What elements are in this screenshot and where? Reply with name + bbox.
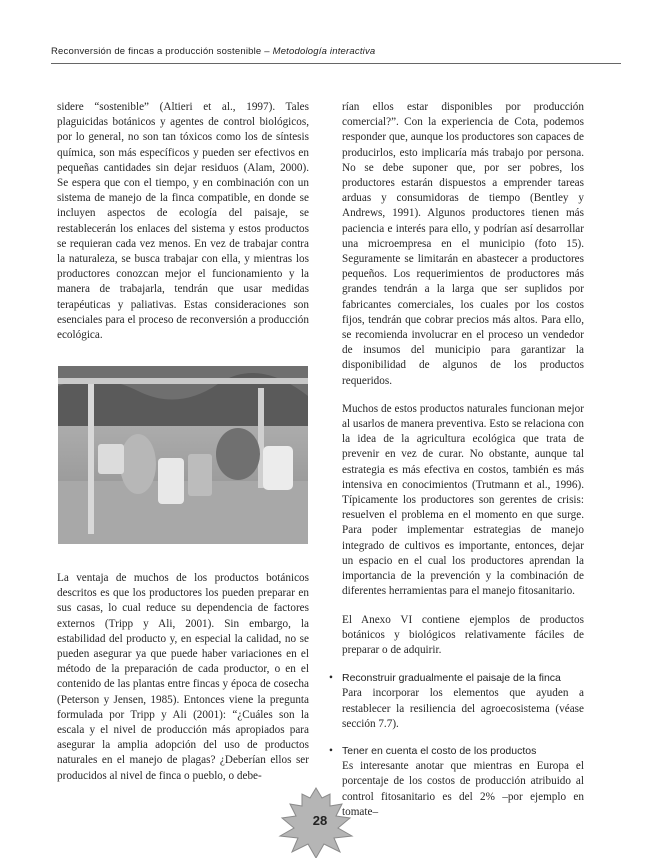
paragraph: La ventaja de muchos de los productos botánicos descritos es que los productores los pueden preparar en sus casas, lo cual reduce su dependencia de factores externos (Tripp y Ali, 2001). Sin embargo, la estabilidad del producto y, en especial la calidad, no se pueden asegurar ya que puede haber variaciones en el método de la preparación de cada productor, o en el contenido de las plantas entre fincas y época de cosecha (Peterson y Jensen, 1985). Entonces viene la pregunta formulada por Tripp y Ali (2001): “¿Cuáles son la escala y el nivel de producción más apropiados para asegurar la amplia adopción del uso de productos naturales en el manejo de plagas? ¿Deberían ellos ser producidos al nivel de finca o pueblo, o debe- xyxy=(57,572,309,782)
bullet-marker: • xyxy=(329,672,333,685)
left-column-bottom xyxy=(57,571,309,797)
bullet-item xyxy=(329,744,584,820)
header-title: Reconversión de fincas a producción sostenible – xyxy=(51,46,270,57)
header-rule xyxy=(51,63,621,64)
bullet-title: Reconstruir gradualmente el paisaje de la finca xyxy=(342,672,561,685)
bullet-item xyxy=(329,671,584,732)
left-column-top xyxy=(57,100,309,356)
paragraph: rían ellos estar disponibles por producción comercial?”. Con la experiencia de Cota, podemos responder que, aunque los productores son capaces de producirlos, esto implicaría más trabajo por persona. No se debe suponer que, por ser pobres, los productores estarán dispuestos a emprender tareas arduas y consumidoras de tiempo (Bentley y Andrews, 1991). Algunos productores tienen más paciencia e interés para ello, y podrían así desarrollar una microempresa en el municipio (foto 15). Seguramente se limitarán en abastecer a productores pequeños. Los requerimientos de productores más grandes tendrán a la larga que ser suplidos por fabricantes comerciales, los cuales por los costos fijos, tendrán que cobrar precios más altos. Para ello, se recomienda involucrar en el proceso un vendedor de insumos del municipio para garantizar la disponibilidad de algunos de los productos requeridos. xyxy=(342,101,584,387)
page-number: 28 xyxy=(312,813,328,828)
paragraph: El Anexo VI contiene ejemplos de productos botánicos y biológicos relativamente fáciles de preparar o de adquirir. xyxy=(342,613,584,656)
right-column xyxy=(329,100,584,832)
running-header xyxy=(51,46,611,57)
header-subtitle: Metodología interactiva xyxy=(272,46,376,57)
photo xyxy=(58,366,308,544)
bullet-text: Para incorporar los elementos que ayuden a restablecer la resiliencia del agroecosistema (véase sección 7.7). xyxy=(342,687,584,730)
bullet-title: Tener en cuenta el costo de los productos xyxy=(342,744,537,757)
paragraph: sidere “sostenible” (Altieri et al., 1997). Tales plaguicidas botánicos y agentes de control biológicos, por lo general, no son tan tóxicos como los de síntesis química, son más específicos y pueden ser efectivos en pequeñas cantidades sin dejar residuos (Alam, 2000). Se espera que con el tiempo, y en combinación con un sistema de manejo de la finca compatible, en donde se incluyen aspectos de ecología del paisaje, se restablecerán los enlaces del sistema y estos productos se requieran cada vez menos. En vez de trabajar contra la naturaleza, se busca trabajar con ella, y mientras los productores conozcan mejor el funcionamiento y la manera de trabajarla, tendrán que usar medidas terapéuticas y paliativas. Estas consideraciones son esenciales para el proceso de reconversión a producción ecológica. xyxy=(57,101,309,342)
bullet-text: Es interesante anotar que mientras en Europa el porcentaje de los costos de producción atribuido al control fitosanitario es del 2% –por ejemplo en tomate– xyxy=(342,760,584,818)
bullet-marker: • xyxy=(329,744,333,757)
paragraph: Muchos de estos productos naturales funcionan mejor al usarlos de manera preventiva. Esto se relaciona con la idea de la agricultura ecológica que trata de prevenir en vez de curar. No obstante, aunque tal estrategia es más efectiva en costos, también es más intensiva en conocimientos (Trutmann et al., 1996). Típicamente los productores son gerentes de crisis: resuelven el problema en el momento en que surge. Para poder implementar estrategias de manejo integrado de cultivos es importante, entonces, dejar un espacio en el cual los productores aprendan la importancia de la prevención y la combinación de diferentes herramientas para el manejo fitosanitario. xyxy=(342,402,584,598)
